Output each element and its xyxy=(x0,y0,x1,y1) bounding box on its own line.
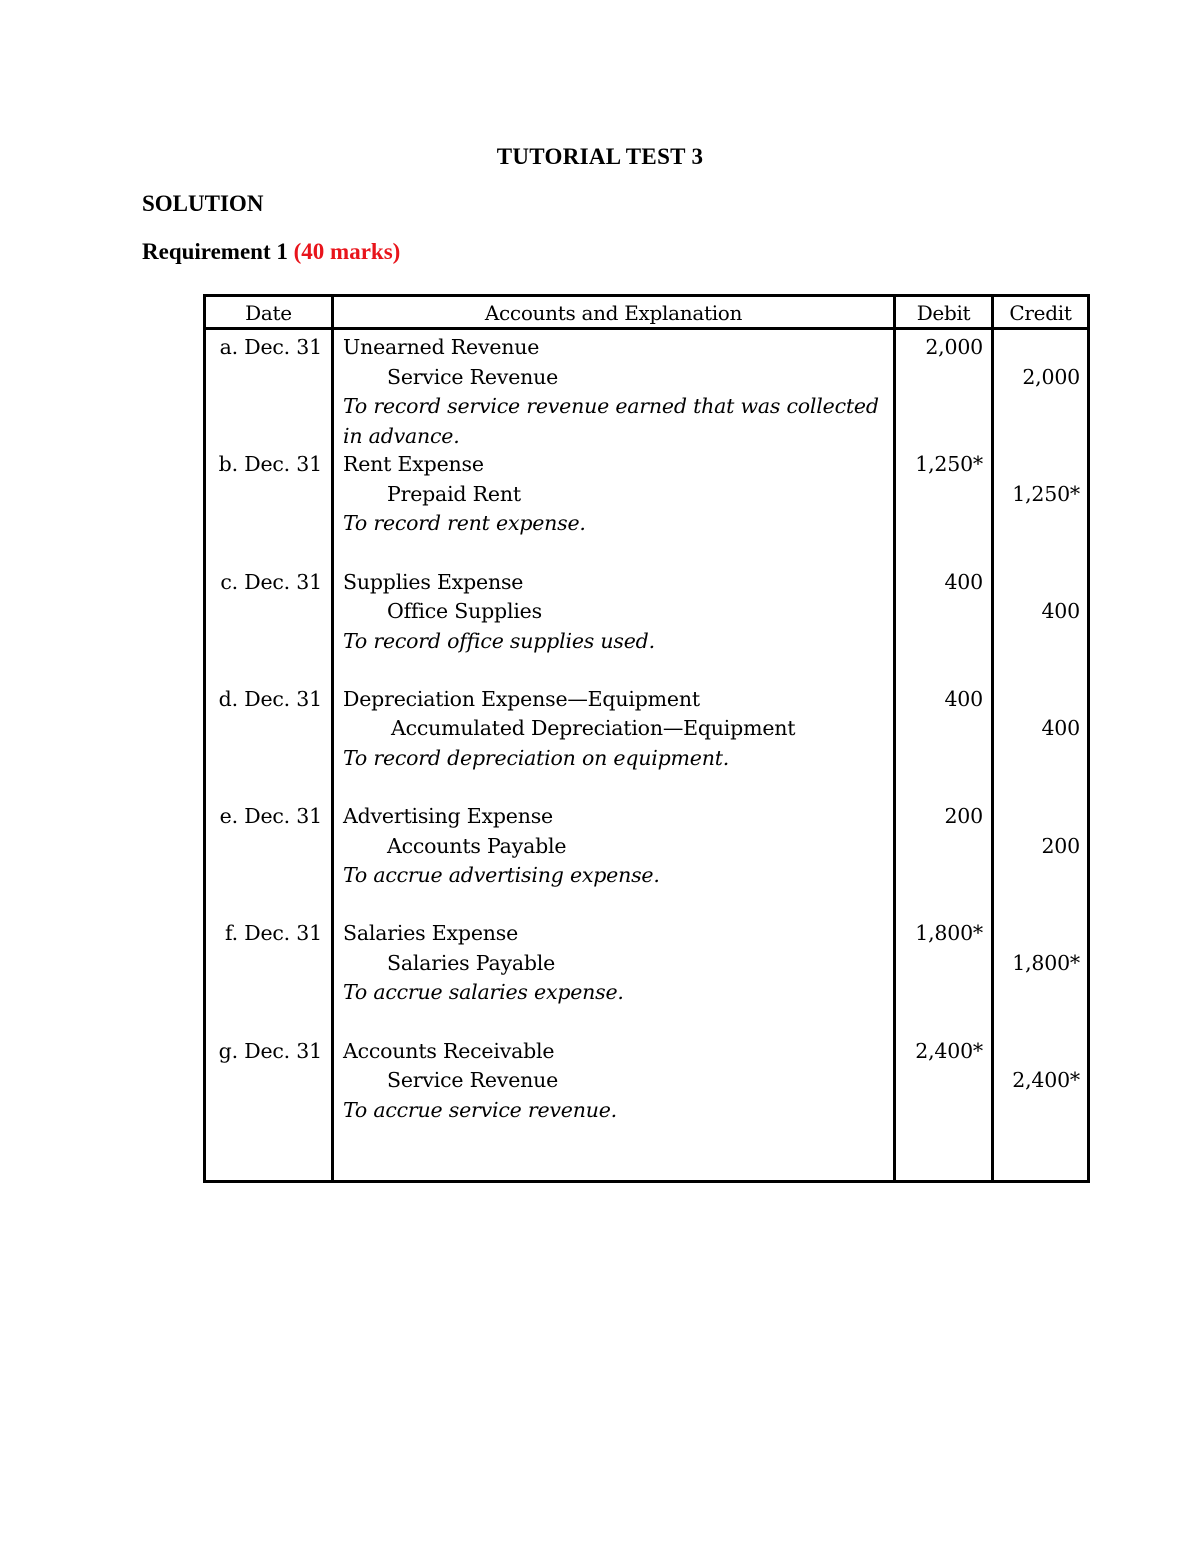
entry-explanation: To accrue salaries expense. xyxy=(343,980,624,1005)
credit-amount: 2,400* xyxy=(1012,1068,1080,1093)
entry-explanation: To record depreciation on equipment. xyxy=(343,745,730,770)
entry-date: a. Dec. 31 xyxy=(219,335,322,359)
credit-amount: 200 xyxy=(1041,833,1080,858)
header-divider xyxy=(206,327,1087,330)
credit-account: Service Revenue xyxy=(387,364,559,389)
credit-account: Accounts Payable xyxy=(387,833,567,858)
journal-entry-b xyxy=(206,450,1087,567)
credit-amount: 1,250* xyxy=(1012,481,1080,506)
debit-account: Depreciation Expense—Equipment xyxy=(343,686,700,711)
entry-explanation: To accrue advertising expense. xyxy=(343,863,660,888)
credit-amount: 2,000 xyxy=(1022,364,1080,389)
entry-date: d. Dec. 31 xyxy=(218,686,322,711)
credit-account: Salaries Payable xyxy=(387,950,556,975)
entry-date: f. Dec. 31 xyxy=(224,921,322,946)
entry-explanation: To accrue service revenue. xyxy=(343,1097,617,1122)
debit-amount: 2,000 xyxy=(925,335,983,359)
journal-entry-a xyxy=(206,333,1087,450)
debit-account: Unearned Revenue xyxy=(343,335,540,359)
requirement-marks: (40 marks) xyxy=(293,239,401,264)
page-title: TUTORIAL TEST 3 xyxy=(496,144,704,169)
credit-amount: 1,800* xyxy=(1012,950,1080,975)
solution-heading: SOLUTION xyxy=(142,191,264,216)
credit-account: Office Supplies xyxy=(387,599,542,624)
debit-amount: 400 xyxy=(944,569,983,594)
entry-explanation: To record rent expense. xyxy=(343,511,586,536)
entry-explanation-continued: in advance. xyxy=(343,423,460,448)
journal-entry-c xyxy=(206,568,1087,685)
entry-date: e. Dec. 31 xyxy=(219,804,322,829)
entry-date: b. Dec. 31 xyxy=(218,452,322,477)
credit-amount: 400 xyxy=(1041,716,1080,741)
header-credit: Credit xyxy=(1009,301,1072,325)
credit-amount: 400 xyxy=(1041,599,1080,624)
journal-entries xyxy=(206,333,1087,1154)
journal-entry-d xyxy=(206,685,1087,802)
debit-amount: 400 xyxy=(944,686,983,711)
debit-amount: 1,250* xyxy=(915,452,983,477)
debit-account: Rent Expense xyxy=(343,452,484,477)
debit-account: Advertising Expense xyxy=(343,804,553,829)
entry-explanation: To record office supplies used. xyxy=(343,628,655,653)
debit-account: Accounts Receivable xyxy=(343,1038,555,1063)
header-accounts: Accounts and Explanation xyxy=(484,301,743,325)
entry-date: g. Dec. 31 xyxy=(218,1038,322,1063)
journal-entry-g xyxy=(206,1037,1087,1154)
debit-amount: 1,800* xyxy=(915,921,983,946)
entry-date: c. Dec. 31 xyxy=(220,569,322,594)
journal-entries-table xyxy=(203,294,1090,1183)
requirement-label: Requirement 1 xyxy=(142,239,288,264)
requirement-heading xyxy=(142,237,400,267)
journal-entry-f xyxy=(206,919,1087,1036)
credit-account: Service Revenue xyxy=(387,1068,559,1093)
debit-amount: 2,400* xyxy=(915,1038,983,1063)
debit-account: Salaries Expense xyxy=(343,921,519,946)
credit-account: Accumulated Depreciation—Equipment xyxy=(391,716,796,741)
entry-explanation: To record service revenue earned that was collected xyxy=(343,394,879,418)
header-debit: Debit xyxy=(916,301,971,325)
journal-entry-e xyxy=(206,802,1087,919)
debit-amount: 200 xyxy=(944,804,983,829)
debit-account: Supplies Expense xyxy=(343,569,524,594)
header-date: Date xyxy=(245,301,292,325)
credit-account: Prepaid Rent xyxy=(387,481,521,506)
